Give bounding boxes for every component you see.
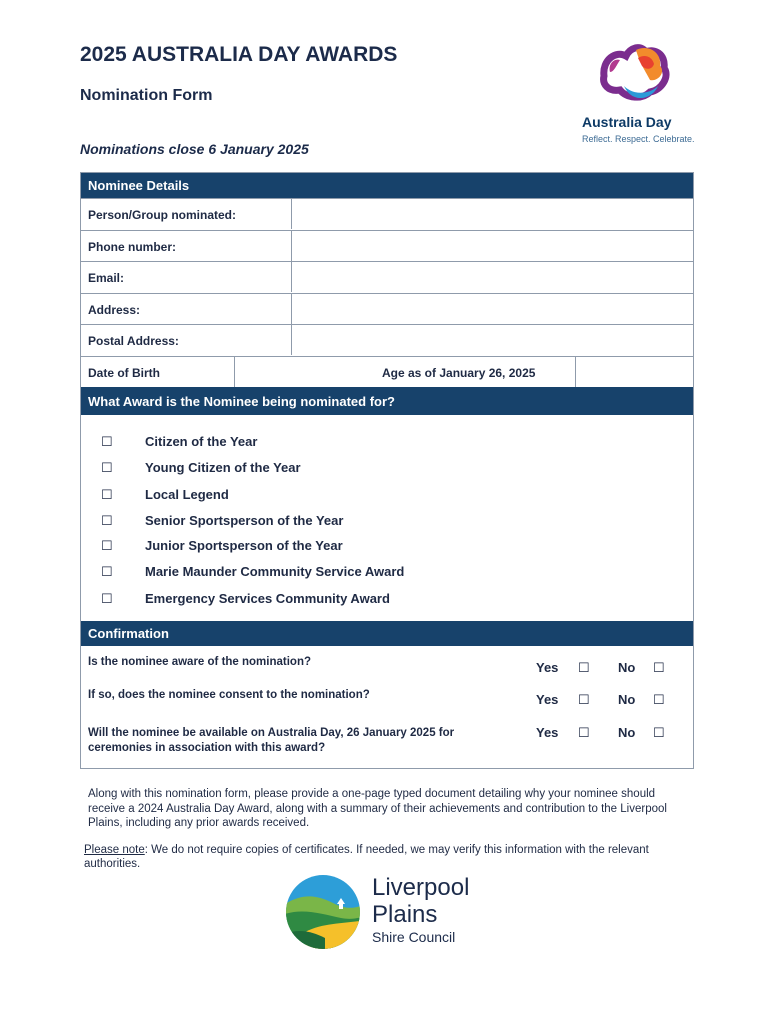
yes-checkbox[interactable]: ☐ xyxy=(578,692,590,707)
award-option xyxy=(81,563,693,583)
award-label: Young Citizen of the Year xyxy=(145,460,301,475)
row-person xyxy=(81,198,693,229)
dob-label: Date of Birth xyxy=(88,366,160,380)
no-checkbox[interactable]: ☐ xyxy=(653,725,665,740)
closing-date: Nominations close 6 January 2025 xyxy=(80,141,309,157)
council-name-line2: Plains xyxy=(372,901,438,928)
postal-label: Postal Address: xyxy=(88,334,179,348)
dob-field[interactable] xyxy=(234,357,374,387)
award-checkbox[interactable]: ☐ xyxy=(101,487,113,502)
phone-label: Phone number: xyxy=(88,240,177,254)
australia-day-wordmark: Australia Day xyxy=(582,114,672,130)
email-field[interactable] xyxy=(291,262,693,292)
confirmation-question: Will the nominee be available on Australia Day, 26 January 2025 for ceremonies in association with this award? xyxy=(88,727,455,754)
award-option xyxy=(81,512,693,532)
council-name-line3: Shire Council xyxy=(372,929,456,945)
award-option xyxy=(81,537,693,557)
email-label: Email: xyxy=(88,271,125,285)
phone-field[interactable] xyxy=(291,231,693,261)
no-checkbox[interactable]: ☐ xyxy=(653,660,665,675)
person-label: Person/Group nominated: xyxy=(88,208,237,222)
instructions-text: Along with this nomination form, please provide a one-page typed document detailing why your nominee should receive a 2024 Australia Day Award, along with a summary of their achievements and contribution to the Liverpool Plains, including any prior awards received. xyxy=(88,788,667,829)
row-email xyxy=(81,261,693,292)
address-field[interactable] xyxy=(291,294,693,324)
no-checkbox[interactable]: ☐ xyxy=(653,692,665,707)
award-option xyxy=(81,590,693,610)
award-label: Citizen of the Year xyxy=(145,434,258,449)
age-field[interactable] xyxy=(575,357,693,387)
award-label: Marie Maunder Community Service Award xyxy=(145,564,405,579)
no-label: No xyxy=(618,725,636,740)
award-option xyxy=(81,486,693,506)
confirmation-question: Is the nominee aware of the nomination? xyxy=(88,656,311,668)
award-option xyxy=(81,433,693,453)
row-address xyxy=(81,293,693,324)
award-heading: What Award is the Nominee being nominated for? xyxy=(81,387,693,415)
yes-label: Yes xyxy=(536,692,559,707)
award-option xyxy=(81,459,693,479)
yes-checkbox[interactable]: ☐ xyxy=(578,725,590,740)
age-label: Age as of January 26, 2025 xyxy=(382,366,536,380)
no-label: No xyxy=(618,692,636,707)
award-checkbox[interactable]: ☐ xyxy=(101,434,113,449)
no-label: No xyxy=(618,660,636,675)
please-note-label: Please note xyxy=(84,844,145,856)
council-name-line1: Liverpool xyxy=(372,874,470,901)
nominee-details-heading: Nominee Details xyxy=(81,173,693,198)
award-checkbox[interactable]: ☐ xyxy=(101,591,113,606)
yes-label: Yes xyxy=(536,660,559,675)
page-title: 2025 AUSTRALIA DAY AWARDS xyxy=(80,43,398,66)
confirmation-heading: Confirmation xyxy=(81,621,693,646)
liverpool-plains-logo xyxy=(285,874,495,954)
australia-day-logo xyxy=(578,42,694,150)
please-note xyxy=(84,843,694,871)
row-postal xyxy=(81,324,693,355)
nomination-form xyxy=(80,172,694,769)
row-dob-age xyxy=(81,356,693,387)
form-subtitle: Nomination Form xyxy=(80,87,213,104)
award-checkbox[interactable]: ☐ xyxy=(101,513,113,528)
award-checkbox[interactable]: ☐ xyxy=(101,564,113,579)
council-emblem-icon xyxy=(285,874,365,950)
please-note-text: : We do not require copies of certificates. If needed, we may verify this information with the relevant authorities. xyxy=(84,844,649,870)
yes-checkbox[interactable]: ☐ xyxy=(578,660,590,675)
person-field[interactable] xyxy=(291,199,693,229)
award-label: Local Legend xyxy=(145,487,229,502)
award-checkbox[interactable]: ☐ xyxy=(101,538,113,553)
award-checkbox[interactable]: ☐ xyxy=(101,460,113,475)
australia-map-icon xyxy=(596,42,676,112)
award-label: Junior Sportsperson of the Year xyxy=(145,538,343,553)
award-label: Senior Sportsperson of the Year xyxy=(145,513,344,528)
postal-field[interactable] xyxy=(291,325,693,355)
australia-day-tagline: Reflect. Respect. Celebrate. xyxy=(582,134,695,144)
address-label: Address: xyxy=(88,303,141,317)
award-label: Emergency Services Community Award xyxy=(145,591,390,606)
confirmation-question: If so, does the nominee consent to the nomination? xyxy=(88,689,370,701)
row-phone xyxy=(81,230,693,261)
yes-label: Yes xyxy=(536,725,559,740)
